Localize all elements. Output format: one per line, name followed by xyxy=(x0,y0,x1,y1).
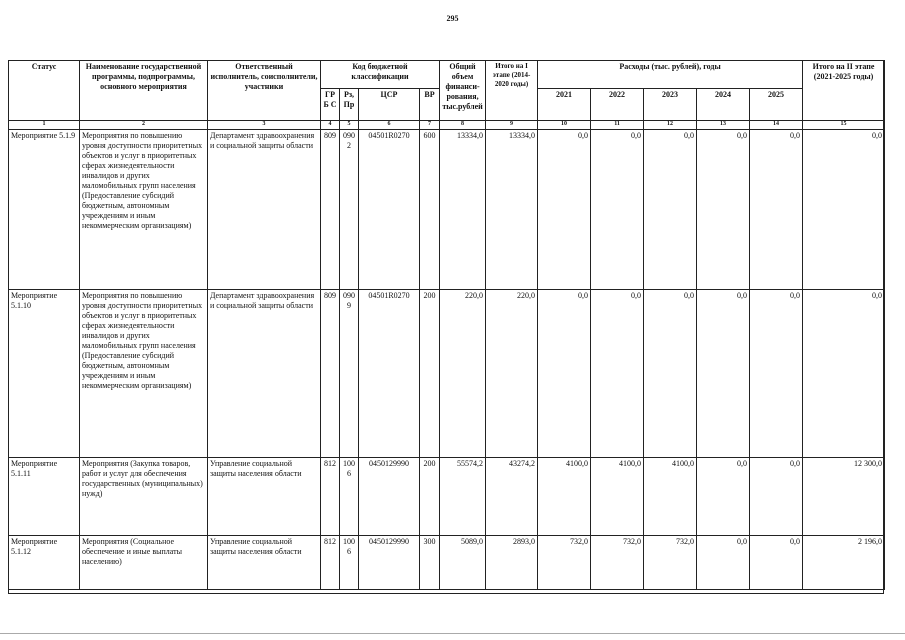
year-2021-cell: 0,0 xyxy=(538,130,591,290)
csr-cell: 04501R0270 xyxy=(359,290,420,458)
year-2023-cell: 0,0 xyxy=(644,290,697,458)
year-2023-cell: 732,0 xyxy=(644,536,697,590)
header-rzpr: Рз, Пр xyxy=(340,89,359,121)
column-number: 6 xyxy=(359,121,420,130)
rzpr-cell: 0909 xyxy=(340,290,359,458)
year-2023-cell: 0,0 xyxy=(644,130,697,290)
vr-cell: 200 xyxy=(420,458,440,536)
column-number: 7 xyxy=(420,121,440,130)
year-2025-cell: 0,0 xyxy=(750,536,803,590)
header-year-2022: 2022 xyxy=(591,89,644,121)
rzpr-cell: 1006 xyxy=(340,536,359,590)
executor-cell: Департамент здравоохранения и социальной защиты области xyxy=(208,130,321,290)
vr-cell: 200 xyxy=(420,290,440,458)
csr-cell: 0450129990 xyxy=(359,536,420,590)
year-2024-cell: 0,0 xyxy=(697,536,750,590)
stage2-cell: 0,0 xyxy=(803,290,885,458)
header-csr: ЦСР xyxy=(359,89,420,121)
status-cell: Мероприятие 5.1.9 xyxy=(9,130,80,290)
year-2022-cell: 0,0 xyxy=(591,290,644,458)
year-2025-cell: 0,0 xyxy=(750,130,803,290)
column-number: 1 xyxy=(9,121,80,130)
table-row xyxy=(9,290,885,458)
header-grbs: ГРБ С xyxy=(321,89,340,121)
column-number: 9 xyxy=(486,121,538,130)
stage1-cell: 13334,0 xyxy=(486,130,538,290)
header-name: Наименование государственной программы, подпрограммы, основного мероприятия xyxy=(80,61,208,121)
vr-cell: 600 xyxy=(420,130,440,290)
stage2-cell: 0,0 xyxy=(803,130,885,290)
executor-cell: Департамент здравоохранения и социальной защиты области xyxy=(208,290,321,458)
page-edge-line xyxy=(0,633,905,634)
header-year-2025: 2025 xyxy=(750,89,803,121)
year-2024-cell: 0,0 xyxy=(697,290,750,458)
stage1-cell: 43274,2 xyxy=(486,458,538,536)
total-cell: 5089,0 xyxy=(440,536,486,590)
table-row xyxy=(9,536,885,590)
name-cell: Мероприятия (Закупка товаров, работ и услуг для обеспечения государственных (муниципальных) нужд) xyxy=(80,458,208,536)
total-cell: 55574,2 xyxy=(440,458,486,536)
year-2022-cell: 4100,0 xyxy=(591,458,644,536)
column-number: 3 xyxy=(208,121,321,130)
budget-table xyxy=(8,60,885,590)
header-stage2-total: Итого на II этапе (2021-2025 годы) xyxy=(803,61,885,121)
stage2-cell: 2 196,0 xyxy=(803,536,885,590)
table-row xyxy=(9,458,885,536)
stage2-cell: 12 300,0 xyxy=(803,458,885,536)
grbs-cell: 809 xyxy=(321,290,340,458)
column-number: 8 xyxy=(440,121,486,130)
header-status: Статус xyxy=(9,61,80,121)
csr-cell: 0450129990 xyxy=(359,458,420,536)
column-number: 14 xyxy=(750,121,803,130)
name-cell: Мероприятия по повышению уровня доступности приоритетных объектов и услуг в приоритетных сферах жизнедеятельности инвалидов и других маломобильных групп населения (Предоставление субсидий бюджетным, автономным учреждениям и иным некоммерческим организациям) xyxy=(80,130,208,290)
total-cell: 13334,0 xyxy=(440,130,486,290)
header-stage1-total: Итого на I этапе (2014-2020 годы) xyxy=(486,61,538,121)
vr-cell: 300 xyxy=(420,536,440,590)
column-number: 13 xyxy=(697,121,750,130)
stage1-cell: 220,0 xyxy=(486,290,538,458)
header-year-2021: 2021 xyxy=(538,89,591,121)
header-vr: ВР xyxy=(420,89,440,121)
page-number: 295 xyxy=(446,14,459,23)
year-2023-cell: 4100,0 xyxy=(644,458,697,536)
year-2021-cell: 4100,0 xyxy=(538,458,591,536)
header-year-2024: 2024 xyxy=(697,89,750,121)
rzpr-cell: 0902 xyxy=(340,130,359,290)
year-2024-cell: 0,0 xyxy=(697,458,750,536)
column-number: 15 xyxy=(803,121,885,130)
total-cell: 220,0 xyxy=(440,290,486,458)
year-2022-cell: 732,0 xyxy=(591,536,644,590)
column-number: 5 xyxy=(340,121,359,130)
column-number: 12 xyxy=(644,121,697,130)
stage1-cell: 2893,0 xyxy=(486,536,538,590)
column-number: 10 xyxy=(538,121,591,130)
year-2024-cell: 0,0 xyxy=(697,130,750,290)
year-2025-cell: 0,0 xyxy=(750,290,803,458)
grbs-cell: 812 xyxy=(321,536,340,590)
header-year-2023: 2023 xyxy=(644,89,697,121)
grbs-cell: 809 xyxy=(321,130,340,290)
year-2021-cell: 732,0 xyxy=(538,536,591,590)
column-number: 4 xyxy=(321,121,340,130)
header-expenses: Расходы (тыс. рублей), годы xyxy=(538,61,803,89)
status-cell: Мероприятие 5.1.10 xyxy=(9,290,80,458)
year-2022-cell: 0,0 xyxy=(591,130,644,290)
header-budget-code: Код бюджетной классификации xyxy=(321,61,440,89)
name-cell: Мероприятия (Социальное обеспечение и иные выплаты населению) xyxy=(80,536,208,590)
name-cell: Мероприятия по повышению уровня доступности приоритетных объектов и услуг в приоритетных сферах жизнедеятельности инвалидов и других маломобильных групп населения (Предоставление субсидий бюджетным, автономным учреждениям и иным некоммерческим организациям) xyxy=(80,290,208,458)
grbs-cell: 812 xyxy=(321,458,340,536)
column-number: 11 xyxy=(591,121,644,130)
header-total-volume: Общий объем финанси-рования, тыс.рублей xyxy=(440,61,486,121)
executor-cell: Управление социальной защиты населения области xyxy=(208,536,321,590)
table-row xyxy=(9,130,885,290)
status-cell: Мероприятие 5.1.11 xyxy=(9,458,80,536)
csr-cell: 04501R0270 xyxy=(359,130,420,290)
executor-cell: Управление социальной защиты населения области xyxy=(208,458,321,536)
column-number: 2 xyxy=(80,121,208,130)
header-executor: Ответственный исполнитель, соисполнители, участники xyxy=(208,61,321,121)
rzpr-cell: 1006 xyxy=(340,458,359,536)
status-cell: Мероприятие 5.1.12 xyxy=(9,536,80,590)
year-2025-cell: 0,0 xyxy=(750,458,803,536)
column-number-row xyxy=(9,121,885,130)
year-2021-cell: 0,0 xyxy=(538,290,591,458)
